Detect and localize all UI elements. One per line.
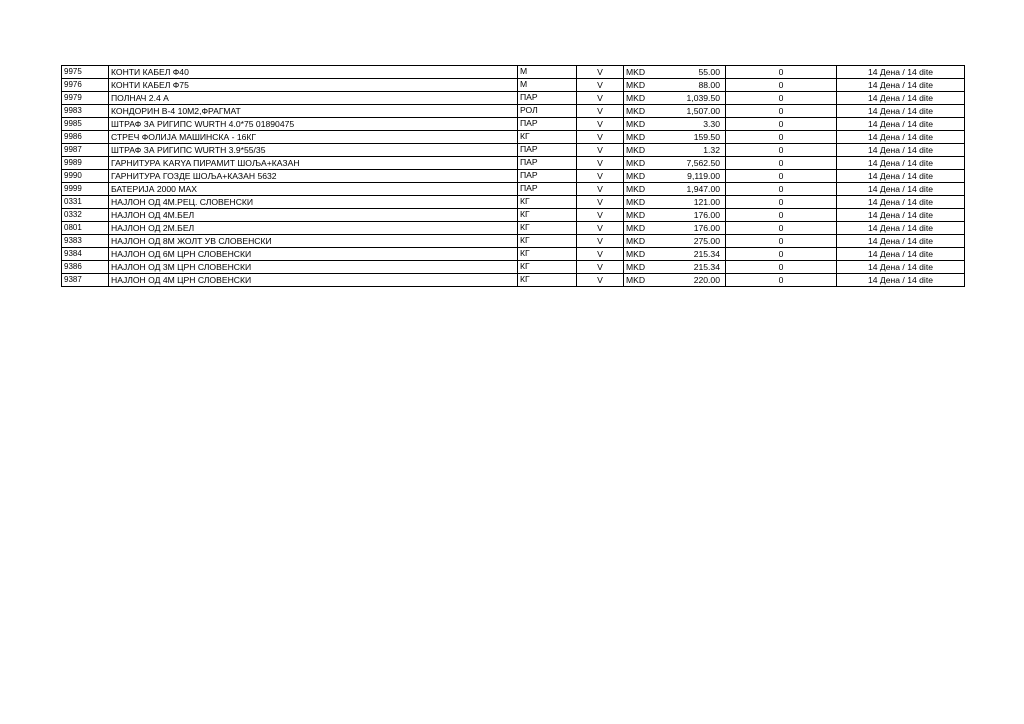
price-cell: 176.00 bbox=[664, 222, 726, 235]
currency-cell: MKD bbox=[624, 248, 664, 261]
vat-flag-cell: V bbox=[577, 92, 624, 105]
vat-flag-cell: V bbox=[577, 66, 624, 79]
quantity-cell: 0 bbox=[726, 248, 837, 261]
currency-cell: MKD bbox=[624, 118, 664, 131]
payment-term-cell: 14 Дена / 14 dite bbox=[837, 248, 965, 261]
table-row bbox=[62, 144, 965, 157]
payment-term-cell: 14 Дена / 14 dite bbox=[837, 157, 965, 170]
table-row bbox=[62, 170, 965, 183]
vat-flag-cell: V bbox=[577, 131, 624, 144]
payment-term-cell: 14 Дена / 14 dite bbox=[837, 131, 965, 144]
quantity-cell: 0 bbox=[726, 66, 837, 79]
unit-cell: ПАР bbox=[518, 170, 577, 183]
price-cell: 7,562.50 bbox=[664, 157, 726, 170]
currency-cell: MKD bbox=[624, 144, 664, 157]
unit-cell: ПАР bbox=[518, 157, 577, 170]
item-name-cell: ГАРНИТУРА ГОЗДЕ ШОЉА+КАЗАН 5632 bbox=[109, 170, 518, 183]
price-cell: 275.00 bbox=[664, 235, 726, 248]
table-row bbox=[62, 222, 965, 235]
item-name-cell: КОНДОРИН В-4 10М2,ФРАГМАТ bbox=[109, 105, 518, 118]
vat-flag-cell: V bbox=[577, 222, 624, 235]
unit-cell: КГ bbox=[518, 196, 577, 209]
quantity-cell: 0 bbox=[726, 118, 837, 131]
unit-cell: КГ bbox=[518, 235, 577, 248]
item-name-cell: НАЈЛОН ОД 4М.РЕЦ. СЛОВЕНСКИ bbox=[109, 196, 518, 209]
table-row bbox=[62, 79, 965, 92]
quantity-cell: 0 bbox=[726, 235, 837, 248]
item-code-cell: 9983 bbox=[62, 105, 109, 118]
currency-cell: MKD bbox=[624, 92, 664, 105]
item-code-cell: 9384 bbox=[62, 248, 109, 261]
price-cell: 1.32 bbox=[664, 144, 726, 157]
payment-term-cell: 14 Дена / 14 dite bbox=[837, 235, 965, 248]
vat-flag-cell: V bbox=[577, 144, 624, 157]
payment-term-cell: 14 Дена / 14 dite bbox=[837, 170, 965, 183]
price-cell: 159.50 bbox=[664, 131, 726, 144]
price-cell: 1,039.50 bbox=[664, 92, 726, 105]
table-row bbox=[62, 209, 965, 222]
quantity-cell: 0 bbox=[726, 222, 837, 235]
item-name-cell: БАТЕРИЈА 2000 MAX bbox=[109, 183, 518, 196]
quantity-cell: 0 bbox=[726, 157, 837, 170]
price-cell: 1,507.00 bbox=[664, 105, 726, 118]
unit-cell: М bbox=[518, 79, 577, 92]
payment-term-cell: 14 Дена / 14 dite bbox=[837, 66, 965, 79]
currency-cell: MKD bbox=[624, 79, 664, 92]
price-cell: 1,947.00 bbox=[664, 183, 726, 196]
table-row bbox=[62, 157, 965, 170]
item-name-cell: НАЈЛОН ОД 6М ЦРН СЛОВЕНСКИ bbox=[109, 248, 518, 261]
price-cell: 3.30 bbox=[664, 118, 726, 131]
currency-cell: MKD bbox=[624, 105, 664, 118]
vat-flag-cell: V bbox=[577, 235, 624, 248]
currency-cell: MKD bbox=[624, 183, 664, 196]
item-code-cell: 9987 bbox=[62, 144, 109, 157]
payment-term-cell: 14 Дена / 14 dite bbox=[837, 118, 965, 131]
table-row bbox=[62, 131, 965, 144]
unit-cell: КГ bbox=[518, 261, 577, 274]
item-code-cell: 9979 bbox=[62, 92, 109, 105]
payment-term-cell: 14 Дена / 14 dite bbox=[837, 144, 965, 157]
unit-cell: КГ bbox=[518, 222, 577, 235]
quantity-cell: 0 bbox=[726, 105, 837, 118]
currency-cell: MKD bbox=[624, 196, 664, 209]
vat-flag-cell: V bbox=[577, 261, 624, 274]
item-name-cell: НАЈЛОН ОД 4М.БЕЛ bbox=[109, 209, 518, 222]
item-code-cell: 9975 bbox=[62, 66, 109, 79]
table-row bbox=[62, 183, 965, 196]
item-name-cell: ГАРНИТУРА KARYA ПИРАМИТ ШОЉА+КАЗАН bbox=[109, 157, 518, 170]
currency-cell: MKD bbox=[624, 274, 664, 287]
item-code-cell: 9999 bbox=[62, 183, 109, 196]
quantity-cell: 0 bbox=[726, 209, 837, 222]
item-code-cell: 0332 bbox=[62, 209, 109, 222]
table-row bbox=[62, 118, 965, 131]
currency-cell: MKD bbox=[624, 66, 664, 79]
item-name-cell: ПОЛНАЧ 2.4 А bbox=[109, 92, 518, 105]
item-name-cell: НАЈЛОН ОД 3М ЦРН СЛОВЕНСКИ bbox=[109, 261, 518, 274]
table-row bbox=[62, 105, 965, 118]
item-name-cell: ШТРАФ ЗА РИГИПС WURTH 4.0*75 01890475 bbox=[109, 118, 518, 131]
item-name-cell: СТРЕЧ ФОЛИЈА МАШИНСКА - 16КГ bbox=[109, 131, 518, 144]
quantity-cell: 0 bbox=[726, 274, 837, 287]
currency-cell: MKD bbox=[624, 209, 664, 222]
table-row bbox=[62, 261, 965, 274]
item-name-cell: КОНТИ КАБЕЛ Ф40 bbox=[109, 66, 518, 79]
price-cell: 176.00 bbox=[664, 209, 726, 222]
payment-term-cell: 14 Дена / 14 dite bbox=[837, 274, 965, 287]
item-code-cell: 0331 bbox=[62, 196, 109, 209]
table-row bbox=[62, 196, 965, 209]
payment-term-cell: 14 Дена / 14 dite bbox=[837, 79, 965, 92]
currency-cell: MKD bbox=[624, 170, 664, 183]
item-name-cell: НАЈЛОН ОД 2М.БЕЛ bbox=[109, 222, 518, 235]
price-cell: 215.34 bbox=[664, 261, 726, 274]
vat-flag-cell: V bbox=[577, 157, 624, 170]
payment-term-cell: 14 Дена / 14 dite bbox=[837, 222, 965, 235]
payment-term-cell: 14 Дена / 14 dite bbox=[837, 209, 965, 222]
table-row bbox=[62, 92, 965, 105]
item-code-cell: 9383 bbox=[62, 235, 109, 248]
quantity-cell: 0 bbox=[726, 170, 837, 183]
unit-cell: ПАР bbox=[518, 118, 577, 131]
price-cell: 121.00 bbox=[664, 196, 726, 209]
vat-flag-cell: V bbox=[577, 209, 624, 222]
currency-cell: MKD bbox=[624, 131, 664, 144]
quantity-cell: 0 bbox=[726, 144, 837, 157]
price-list-body bbox=[62, 66, 965, 287]
payment-term-cell: 14 Дена / 14 dite bbox=[837, 105, 965, 118]
price-list-table bbox=[61, 65, 965, 287]
unit-cell: ПАР bbox=[518, 92, 577, 105]
item-code-cell: 9986 bbox=[62, 131, 109, 144]
table-row bbox=[62, 66, 965, 79]
unit-cell: ПАР bbox=[518, 144, 577, 157]
vat-flag-cell: V bbox=[577, 248, 624, 261]
vat-flag-cell: V bbox=[577, 274, 624, 287]
unit-cell: КГ bbox=[518, 248, 577, 261]
item-name-cell: НАЈЛОН ОД 8М ЖОЛТ УВ СЛОВЕНСКИ bbox=[109, 235, 518, 248]
unit-cell: РОЛ bbox=[518, 105, 577, 118]
unit-cell: КГ bbox=[518, 274, 577, 287]
unit-cell: КГ bbox=[518, 209, 577, 222]
unit-cell: М bbox=[518, 66, 577, 79]
item-code-cell: 9990 bbox=[62, 170, 109, 183]
payment-term-cell: 14 Дена / 14 dite bbox=[837, 92, 965, 105]
vat-flag-cell: V bbox=[577, 196, 624, 209]
vat-flag-cell: V bbox=[577, 118, 624, 131]
quantity-cell: 0 bbox=[726, 196, 837, 209]
vat-flag-cell: V bbox=[577, 79, 624, 92]
currency-cell: MKD bbox=[624, 157, 664, 170]
price-cell: 88.00 bbox=[664, 79, 726, 92]
item-name-cell: КОНТИ КАБЕЛ Ф75 bbox=[109, 79, 518, 92]
quantity-cell: 0 bbox=[726, 92, 837, 105]
currency-cell: MKD bbox=[624, 222, 664, 235]
price-cell: 55.00 bbox=[664, 66, 726, 79]
item-code-cell: 0801 bbox=[62, 222, 109, 235]
item-name-cell: ШТРАФ ЗА РИГИПС WURTH 3.9*55/35 bbox=[109, 144, 518, 157]
unit-cell: КГ bbox=[518, 131, 577, 144]
price-cell: 9,119.00 bbox=[664, 170, 726, 183]
price-cell: 220.00 bbox=[664, 274, 726, 287]
item-code-cell: 9989 bbox=[62, 157, 109, 170]
table-row bbox=[62, 235, 965, 248]
item-name-cell: НАЈЛОН ОД 4М ЦРН СЛОВЕНСКИ bbox=[109, 274, 518, 287]
quantity-cell: 0 bbox=[726, 183, 837, 196]
vat-flag-cell: V bbox=[577, 105, 624, 118]
currency-cell: MKD bbox=[624, 261, 664, 274]
table-row bbox=[62, 248, 965, 261]
item-code-cell: 9387 bbox=[62, 274, 109, 287]
payment-term-cell: 14 Дена / 14 dite bbox=[837, 261, 965, 274]
vat-flag-cell: V bbox=[577, 183, 624, 196]
quantity-cell: 0 bbox=[726, 131, 837, 144]
payment-term-cell: 14 Дена / 14 dite bbox=[837, 196, 965, 209]
item-code-cell: 9976 bbox=[62, 79, 109, 92]
table-row bbox=[62, 274, 965, 287]
quantity-cell: 0 bbox=[726, 79, 837, 92]
currency-cell: MKD bbox=[624, 235, 664, 248]
payment-term-cell: 14 Дена / 14 dite bbox=[837, 183, 965, 196]
item-code-cell: 9386 bbox=[62, 261, 109, 274]
unit-cell: ПАР bbox=[518, 183, 577, 196]
price-cell: 215.34 bbox=[664, 248, 726, 261]
quantity-cell: 0 bbox=[726, 261, 837, 274]
vat-flag-cell: V bbox=[577, 170, 624, 183]
item-code-cell: 9985 bbox=[62, 118, 109, 131]
